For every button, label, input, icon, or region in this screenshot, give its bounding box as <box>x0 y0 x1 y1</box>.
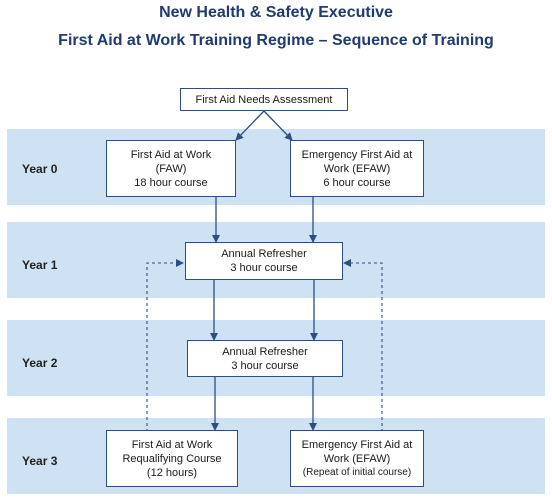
faw-line1: First Aid at Work <box>130 148 212 161</box>
arrow-assessment-to-faw <box>236 111 264 140</box>
faw-line3: 18 hour course <box>134 176 208 189</box>
faw-box <box>106 140 236 197</box>
faw-requal-line3: (12 hours) <box>146 466 198 479</box>
dashed-loop-left <box>147 263 183 432</box>
needs-assessment-label: First Aid Needs Assessment <box>195 93 333 106</box>
faw-requalifying-box <box>106 430 238 487</box>
efaw-repeat-box <box>290 430 424 487</box>
needs-assessment-box <box>180 88 348 111</box>
efaw-line2: Work (EFAW) <box>323 162 391 175</box>
faw-line2: (FAW) <box>155 162 187 175</box>
refresher2-line2: 3 hour course <box>231 359 299 372</box>
refresher1-line1: Annual Refresher <box>221 248 307 260</box>
refresher2-line1: Annual Refresher <box>222 345 308 358</box>
year-label-0: Year 0 <box>22 162 58 176</box>
efaw-repeat-line1: Emergency First Aid at <box>301 438 413 451</box>
efaw-repeat-line2: Work (EFAW) <box>323 452 391 465</box>
arrow-assessment-to-efaw <box>264 111 292 140</box>
dashed-loop-right <box>344 263 382 432</box>
efaw-line3: 6 hour course <box>323 176 391 189</box>
efaw-box <box>290 140 424 197</box>
annual-refresher-year2-box <box>187 340 343 377</box>
page-subtitle: First Aid at Work Training Regime – Sequence of Training <box>58 32 494 49</box>
year-label-2: Year 2 <box>22 356 58 370</box>
year-label-3: Year 3 <box>22 454 58 468</box>
page-title: New Health & Safety Executive <box>159 4 393 21</box>
efaw-repeat-line3: (Repeat of initial course) <box>302 466 412 478</box>
year-label-1: Year 1 <box>22 258 58 272</box>
annual-refresher-year1-box <box>185 242 343 280</box>
refresher1-line2: 3 hour course <box>230 262 298 274</box>
faw-requal-line2: Requalifying Course <box>122 452 222 465</box>
efaw-line1: Emergency First Aid at <box>301 148 413 161</box>
faw-requal-line1: First Aid at Work <box>131 438 213 451</box>
